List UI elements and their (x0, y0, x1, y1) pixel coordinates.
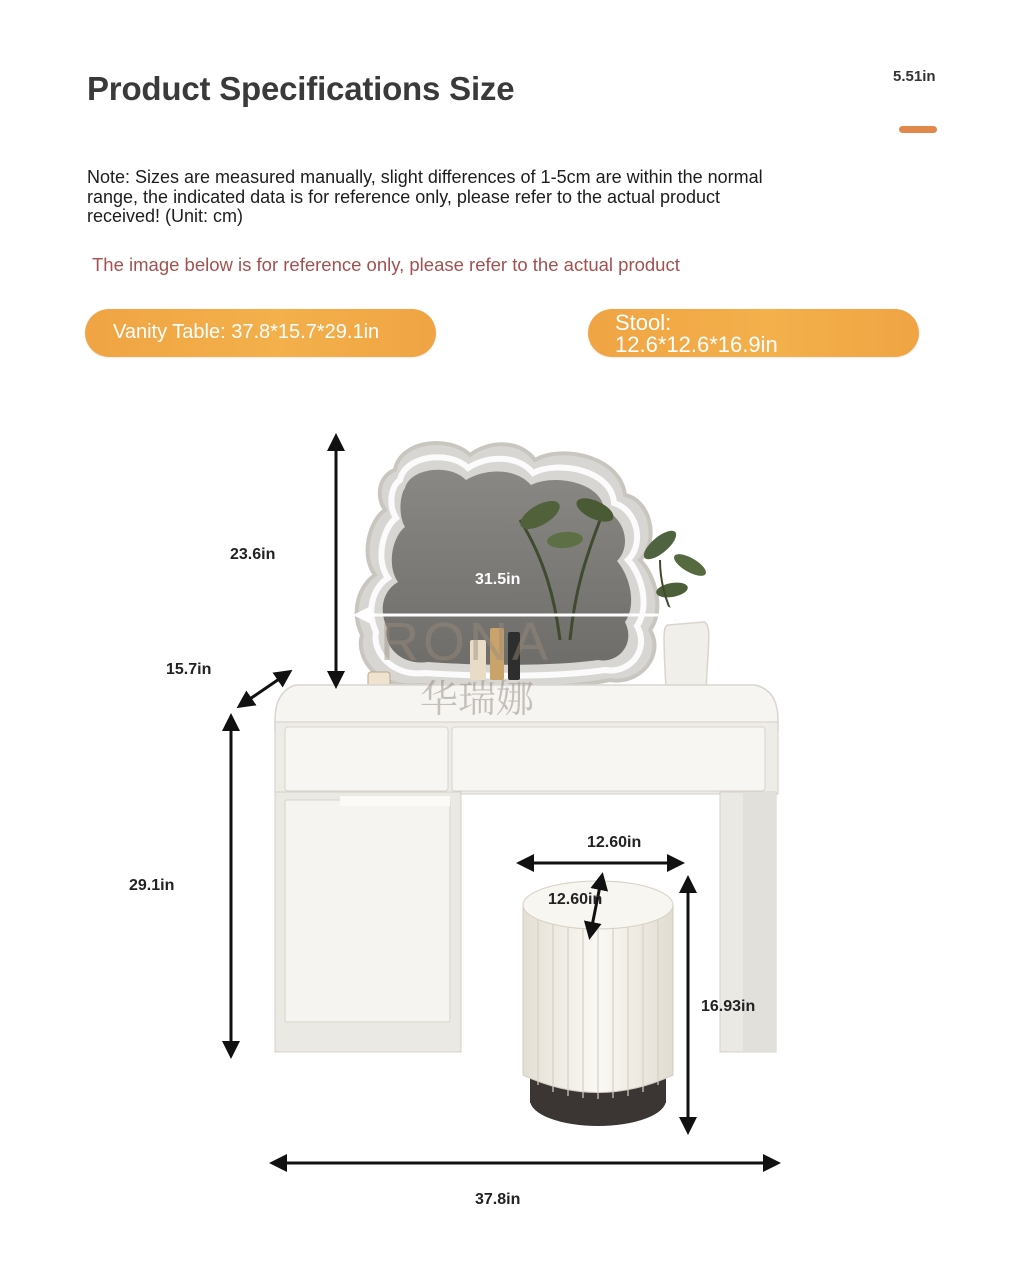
watermark-latin: RONA (380, 612, 553, 672)
stool-width-label: 12.60in (587, 834, 642, 851)
table-height-label: 29.1in (129, 877, 175, 894)
mirror-height-label: 23.6in (230, 546, 276, 563)
watermark-chinese: 华瑞娜 (420, 677, 535, 721)
stool-height-label: 16.93in (701, 998, 756, 1015)
stool (523, 881, 673, 1126)
corner-dimension-label: 5.51in (893, 68, 936, 85)
reference-disclaimer: The image below is for reference only, please refer to the actual product (92, 254, 680, 275)
vanity-table-size-label: Vanity Table: 37.8*15.7*29.1in (113, 321, 380, 343)
table-depth-label: 15.7in (166, 661, 212, 678)
mirror-width-label: 31.5in (475, 571, 521, 588)
table-width-label: 37.8in (475, 1191, 521, 1208)
stool-size-label-line1: Stool: (615, 310, 672, 335)
page-title: Product Specifications Size (87, 70, 515, 107)
stool-size-label-line2: 12.6*12.6*16.9in (615, 332, 778, 357)
stool-depth-label: 12.60in (548, 891, 603, 908)
measurement-note: Note: Sizes are measured manually, slight differences of 1-5cm are within the normal range, the indicated data is for reference only, please refer to the actual product received! (Unit: cm) (87, 167, 763, 226)
